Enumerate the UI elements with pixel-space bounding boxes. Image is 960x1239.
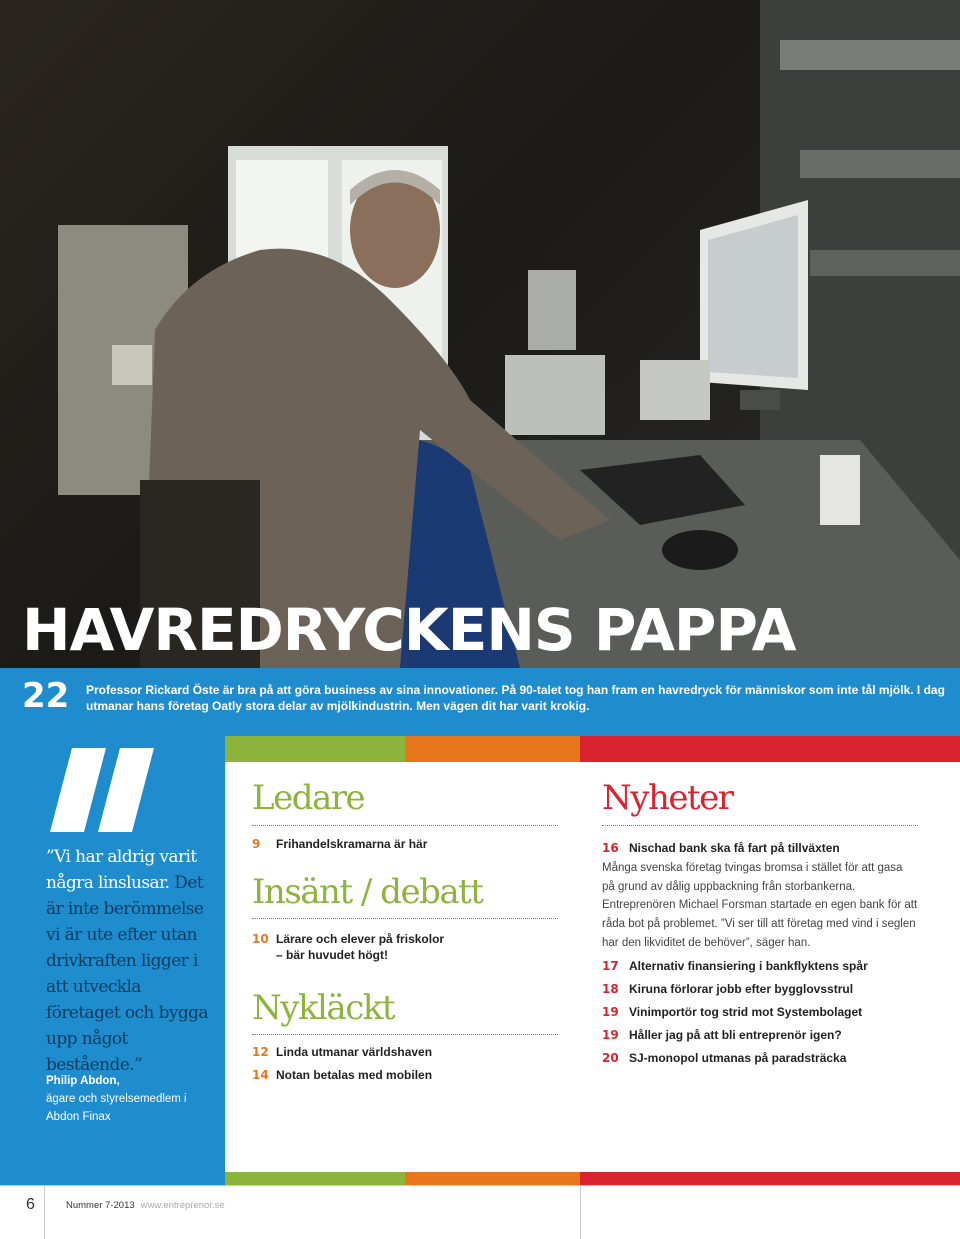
toc-item-label: Vinimportör tog strid mot Systembolaget xyxy=(629,1005,863,1019)
issue-number: Nummer 7-2013 xyxy=(66,1200,135,1211)
issue-info xyxy=(66,1200,225,1211)
toc-item-label-cont: – bär huvudet högt! xyxy=(276,948,388,962)
intro-text: Professor Rickard Öste är bra på att göra business av sina innovationer. På 90-talet tog han fram en havredryck för människor som inte tål mjölk. I dag utmanar hans företag Oatly stora delar av mjölkindustrin. Men vägen dit har varit krokig. xyxy=(86,683,945,713)
toc-item-number: 12 xyxy=(252,1045,269,1059)
cup xyxy=(820,455,860,525)
toc-item[interactable] xyxy=(602,1050,922,1066)
toc-item-number: 10 xyxy=(252,932,269,946)
quote-author-name: Philip Abdon, xyxy=(46,1075,120,1087)
toc-item-number: 18 xyxy=(602,982,619,996)
strip-green-top xyxy=(225,736,405,762)
strip-red-top xyxy=(580,736,960,762)
toc-item[interactable] xyxy=(602,981,922,997)
toc-item-number: 9 xyxy=(252,837,261,851)
toc-item[interactable] xyxy=(252,836,427,852)
toc-item-label: Nischad bank ska få fart på tillväxten xyxy=(629,841,840,855)
section-nyheter-title: Nyheter xyxy=(602,778,733,818)
toc-item-number: 20 xyxy=(602,1051,619,1065)
toc-item-label: Notan betalas med mobilen xyxy=(276,1068,433,1082)
toc-item[interactable] xyxy=(252,1067,432,1083)
toc-item-number: 19 xyxy=(602,1005,619,1019)
toc-item-number: 19 xyxy=(602,1028,619,1042)
intro-page-number: 22 xyxy=(22,676,70,716)
pull-quote-rest: Det är inte berömmelse vi är ute efter utan drivkraften ligger i att utveckla företaget och bygga upp något bestående.” xyxy=(46,873,208,1075)
website-link[interactable]: www.entreprenor.se xyxy=(140,1200,225,1211)
section-ledare-title: Ledare xyxy=(252,778,365,818)
toc-item-label: Kiruna förlorar jobb efter bygglovsstrul xyxy=(629,982,854,996)
toc-item[interactable] xyxy=(602,958,922,974)
section-nyklackt-title: Nykläckt xyxy=(252,988,395,1028)
divider xyxy=(602,825,918,826)
quote-author xyxy=(46,1072,216,1126)
pull-quote xyxy=(46,844,216,1078)
toc-item-label: SJ-monopol utmanas på paradsträcka xyxy=(629,1051,847,1065)
toc-item[interactable] xyxy=(602,1004,922,1020)
divider xyxy=(252,918,558,919)
toc-item[interactable] xyxy=(602,1027,922,1043)
pull-quote-lead: ”Vi har aldrig varit några linslusar. xyxy=(46,847,197,893)
quote-author-role: ägare och styrelsemedlem i Abdon Finax xyxy=(46,1093,187,1123)
toc-item-label: Håller jag på att bli entreprenör igen? xyxy=(629,1028,842,1042)
toc-item-number: 17 xyxy=(602,959,619,973)
strip-green-bottom xyxy=(225,1172,405,1186)
divider xyxy=(252,1034,558,1035)
strip-orange-bottom xyxy=(405,1172,580,1186)
article-headline: HAVREDRYCKENS PAPPA xyxy=(22,596,796,664)
lab-equipment xyxy=(505,355,605,435)
footer-rule xyxy=(0,1185,960,1186)
page-number: 6 xyxy=(26,1196,35,1213)
toc-item[interactable] xyxy=(252,931,444,963)
toc-item-number: 14 xyxy=(252,1068,269,1082)
toc-item-label: Linda utmanar världshaven xyxy=(276,1045,433,1059)
toc-item-label: Alternativ finansiering i bankflyktens spår xyxy=(629,959,868,973)
toc-item-label: Lärare och elever på friskolor xyxy=(276,932,445,946)
mouse xyxy=(662,530,738,570)
toc-item[interactable] xyxy=(602,840,922,856)
toc-item-description: Många svenska företag tvingas bromsa i stället för att gasa på grund av dålig uppbackning från storbankerna. Entreprenören Michael Forsman startade en egen bank för att råda bot på problemet. ”Vi ser till att företag med vind i seglen har den likviditet de behöver”, säger han. xyxy=(602,862,918,949)
toc-item-label: Frihandelskramarna är här xyxy=(276,837,428,851)
divider xyxy=(252,825,558,826)
toc-item-number: 16 xyxy=(602,841,619,855)
footer-divider xyxy=(44,1186,45,1239)
footer-divider xyxy=(580,1186,581,1239)
toc-item[interactable] xyxy=(252,1044,432,1060)
strip-red-bottom xyxy=(580,1172,960,1186)
quote-mark-icon xyxy=(44,742,154,838)
section-insant-title: Insänt / debatt xyxy=(252,872,483,912)
printer xyxy=(640,360,710,420)
strip-orange-top xyxy=(405,736,580,762)
